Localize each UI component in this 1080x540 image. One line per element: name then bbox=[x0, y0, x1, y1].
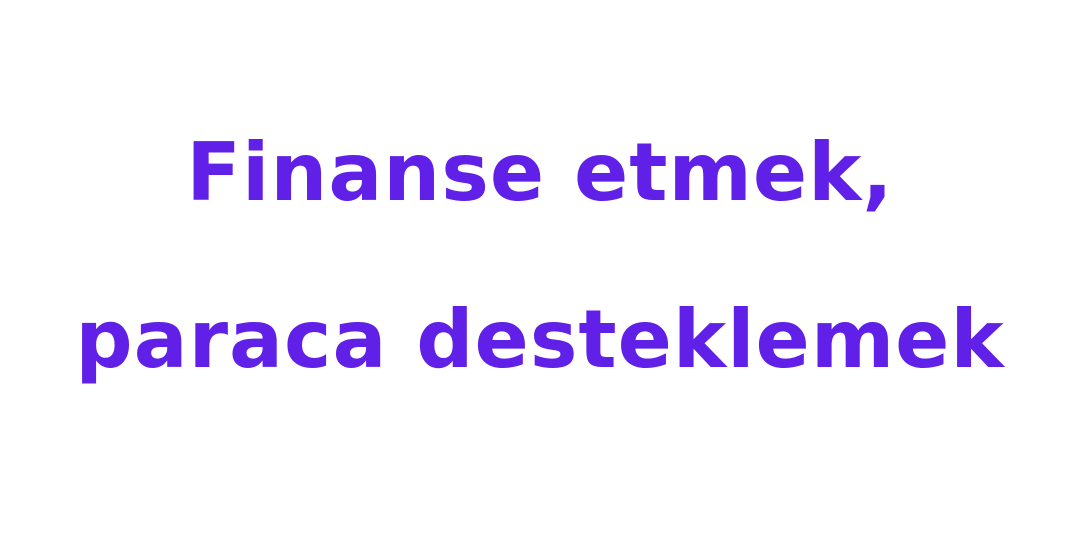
phrase-line-1: Finanse etmek, bbox=[186, 126, 894, 219]
phrase-line-2: paraca desteklemek bbox=[75, 293, 1005, 386]
